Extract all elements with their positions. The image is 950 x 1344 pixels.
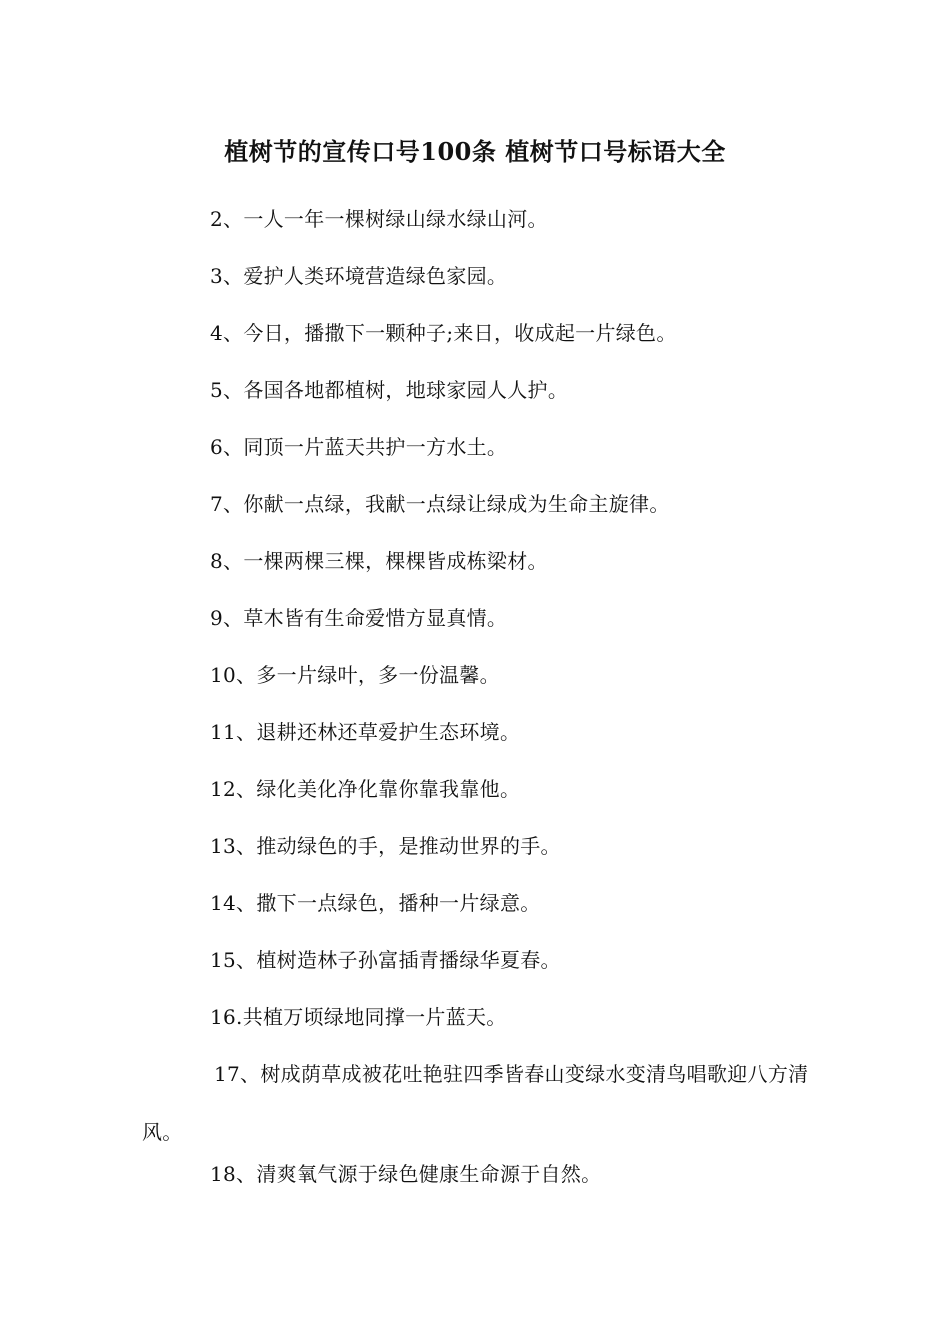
slogan-list [142,205,812,1217]
slogan-item: 3、爱护人类环境营造绿色家园。 [210,264,508,288]
slogan-item: 9、草木皆有生命爱惜方显真情。 [210,606,508,630]
slogan-item: 6、同顶一片蓝天共护一方水土。 [210,435,508,459]
slogan-item: 18、清爽氧气源于绿色健康生命源于自然。 [210,1162,602,1186]
slogan-item: 13、推动绿色的手，是推动世界的手。 [210,834,561,858]
slogan-item: 12、绿化美化净化靠你靠我靠他。 [210,777,521,801]
slogan-item: 14、撒下一点绿色，播种一片绿意。 [210,891,541,915]
slogan-item: 16.共植万顷绿地同撑一片蓝天。 [210,1005,507,1029]
slogan-item: 7、你献一点绿，我献一点绿让绿成为生命主旋律。 [210,492,670,516]
slogan-item: 8、一棵两棵三棵，棵棵皆成栋梁材。 [210,549,548,573]
slogan-item: 4、今日，播撒下一颗种子;来日，收成起一片绿色。 [210,321,677,345]
slogan-item: 10、多一片绿叶，多一份温馨。 [210,663,500,687]
slogan-item: 11、退耕还林还草爱护生态环境。 [210,720,521,744]
slogan-item: 2、一人一年一棵树绿山绿水绿山河。 [210,207,548,231]
document-title: 植树节的宣传口号100条 植树节口号标语大全 [224,137,726,166]
slogan-item: 17、树成荫草成被花吐艳驻四季皆春山变绿水变清鸟唱歌迎八方清风。 [142,1062,809,1144]
slogan-item: 5、各国各地都植树，地球家园人人护。 [210,378,569,402]
slogan-item: 15、植树造林子孙富插青播绿华夏春。 [210,948,561,972]
